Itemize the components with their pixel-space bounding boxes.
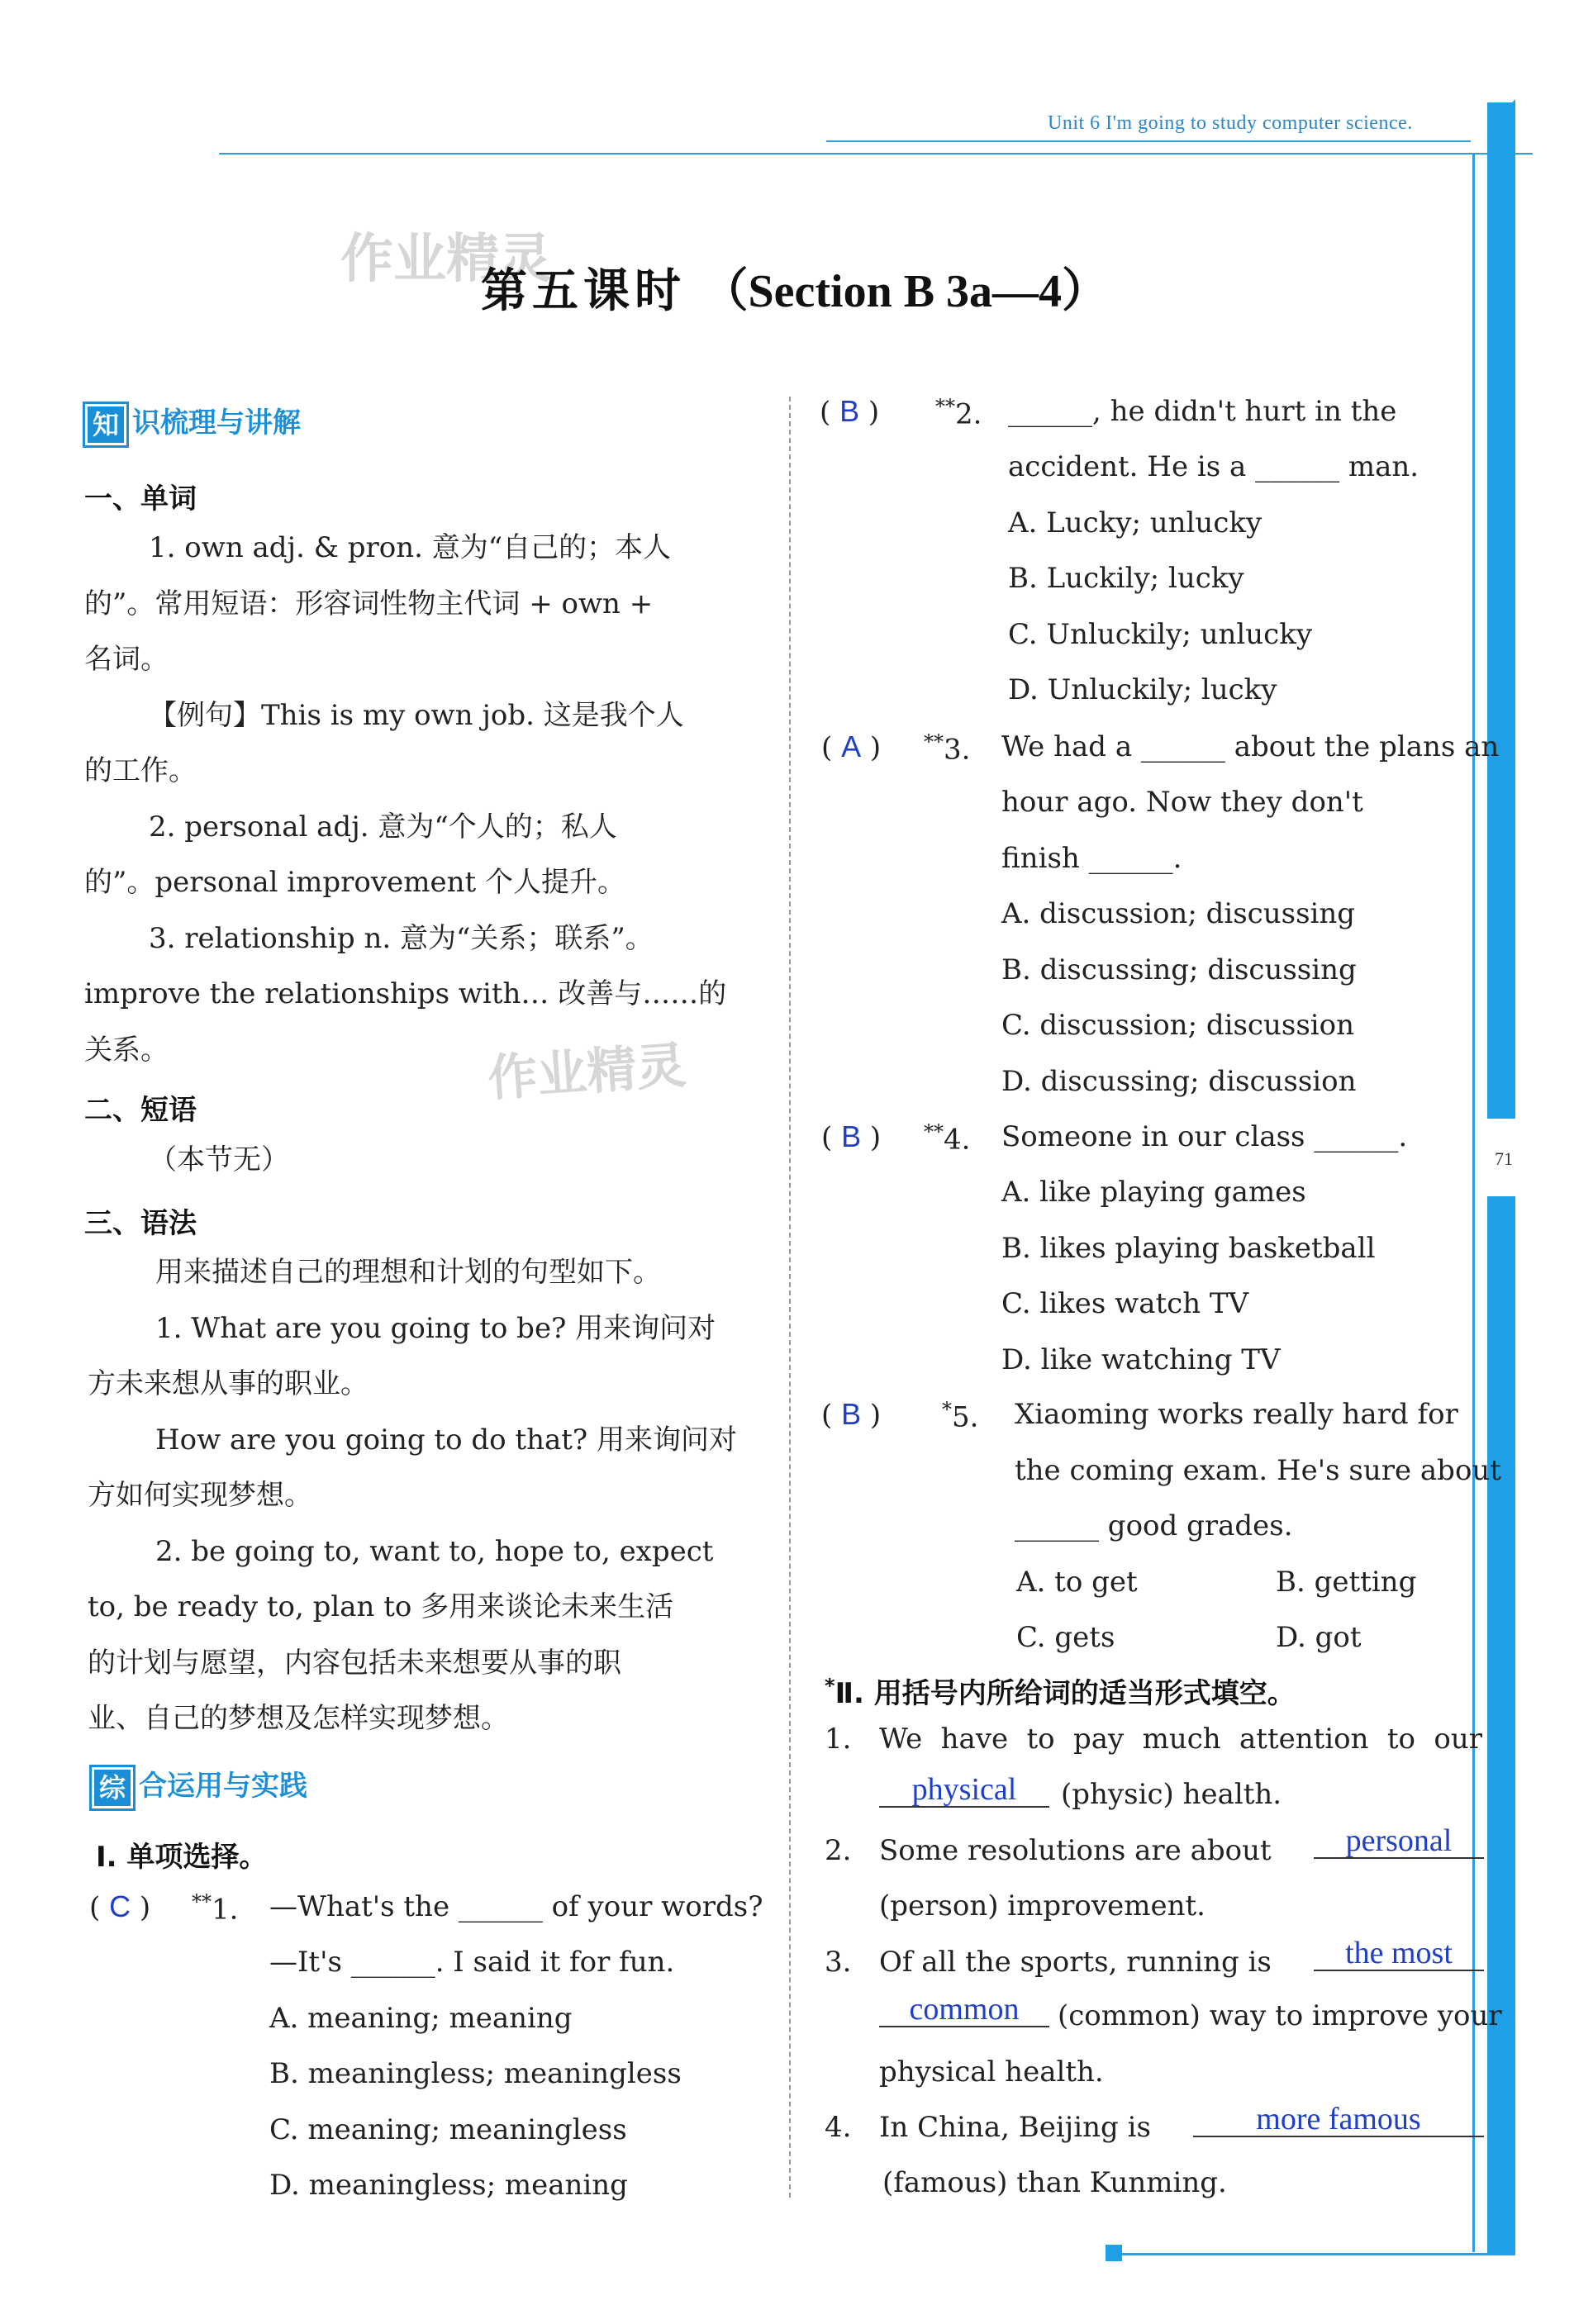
fill3-line3: physical health. — [879, 2055, 1104, 2089]
mc5-option-c: C. gets — [1016, 1621, 1115, 1654]
mc4-number: **4. — [924, 1120, 971, 1157]
mc1-stem-line2: —It's ______. I said it for fun. — [269, 1946, 675, 1979]
fill3-line2: (common) way to improve your — [1058, 1999, 1502, 2032]
fill4-line2: (famous) than Kunming. — [882, 2166, 1227, 2199]
word3-line3: 关系。 — [84, 1034, 169, 1067]
mc4-option-b: B. likes playing basketball — [1001, 1232, 1376, 1265]
fill4-answer: more famous — [1193, 2103, 1484, 2137]
fill3-answer1: the most — [1314, 1937, 1484, 1971]
grammar2-line1: 2. be going to, want to, hope to, expect — [155, 1535, 714, 1568]
mc4-answer-bracket: ( B ) — [821, 1119, 882, 1154]
grammar-heading: 三、语法 — [84, 1207, 197, 1240]
practice-heading-text: 合运用与实践 — [139, 1770, 307, 1803]
fill1-number: 1. — [825, 1723, 852, 1756]
lesson-label: 第五课时 — [481, 264, 686, 318]
mc5-stem-line1: Xiaoming works really hard for — [1015, 1398, 1458, 1431]
word2-line2: 的”。personal improvement 个人提升。 — [84, 866, 625, 899]
knowledge-heading-text: 识梳理与讲解 — [132, 406, 301, 440]
fill1-answer: physical — [879, 1773, 1049, 1808]
word1-line2: 的”。常用短语：形容词性物主代词 + own + — [84, 587, 654, 620]
mc4-stem-line1: Someone in our class ______. — [1001, 1120, 1408, 1153]
mc1-answer: C — [109, 1889, 131, 1923]
word2-line1: 2. personal adj. 意为“个人的；私人 — [149, 810, 617, 844]
word3-line1: 3. relationship n. 意为“关系；联系”。 — [149, 922, 654, 955]
mc1-stem-line1: —What's the ______ of your words? — [269, 1890, 763, 1923]
mc4-option-d: D. like watching TV — [1001, 1343, 1281, 1376]
fill3-answer2: common — [879, 1993, 1049, 2027]
fill1-answer-line — [879, 1773, 1049, 1808]
mc5-number: *5. — [942, 1398, 979, 1434]
mc1-number: **1. — [192, 1890, 239, 1927]
mc1-option-b: B. meaningless; meaningless — [269, 2057, 682, 2090]
fill1-after: (physic) health. — [1061, 1778, 1282, 1811]
practice-icon: 综 — [89, 1765, 136, 1811]
mc3-stem-line1: We had a ______ about the plans an — [1001, 730, 1500, 763]
mc2-answer-bracket: ( B ) — [820, 394, 880, 429]
mc3-number: **3. — [924, 730, 971, 767]
mc3-stem-line2: hour ago. Now they don't — [1001, 786, 1363, 819]
header-rule — [219, 153, 1533, 154]
mc5-answer-bracket: ( B ) — [821, 1397, 882, 1432]
grammar1-line4: 方如何实现梦想。 — [88, 1479, 312, 1512]
mc2-stem-line1: ______, he didn't hurt in the — [1008, 395, 1397, 428]
mc5-stem-line3: ______ good grades. — [1015, 1509, 1293, 1542]
fill3-stem: Of all the sports, running is — [879, 1946, 1272, 1979]
phrases-heading: 二、短语 — [84, 1094, 197, 1127]
mc2-number: **2. — [935, 395, 982, 431]
mc2-option-d: D. Unluckily; lucky — [1008, 673, 1277, 706]
grammar2-line4: 业、自己的梦想及怎样实现梦想。 — [88, 1702, 509, 1735]
mc3-option-a: A. discussion; discussing — [1001, 897, 1356, 930]
word1-example-line2: 的工作。 — [84, 754, 197, 787]
grammar1-line2: 方未来想从事的职业。 — [88, 1367, 369, 1400]
mc1-option-d: D. meaningless; meaning — [269, 2169, 628, 2202]
words-heading: 一、单词 — [84, 482, 197, 516]
practice-section-heading — [89, 1763, 307, 1811]
grammar1-line1: 1. What are you going to be? 用来询问对 — [155, 1312, 716, 1345]
mc1-option-c: C. meaning; meaningless — [269, 2113, 627, 2146]
fill4-answer-line — [1193, 2103, 1484, 2137]
mc1-answer-bracket: ( C ) — [89, 1889, 151, 1924]
fill3-number: 3. — [825, 1946, 852, 1979]
fill2-line2: (person) improvement. — [879, 1889, 1205, 1922]
mc5-stem-line2: the coming exam. He's sure about — [1015, 1454, 1501, 1487]
mc3-option-b: B. discussing; discussing — [1001, 953, 1357, 986]
mc5-option-a: A. to get — [1016, 1566, 1138, 1599]
grammar1-line3: How are you going to do that? 用来询问对 — [155, 1423, 737, 1457]
right-edge-bar-bottom — [1487, 1196, 1515, 2254]
mc5-option-b: B. getting — [1276, 1566, 1417, 1599]
mc4-option-a: A. like playing games — [1001, 1176, 1306, 1209]
fill2-number: 2. — [825, 1834, 852, 1867]
mc2-option-a: A. Lucky; unlucky — [1008, 506, 1263, 539]
phrases-none: （本节无） — [149, 1143, 289, 1176]
page-number: 71 — [1495, 1148, 1513, 1169]
grammar2-line3: 的计划与愿望，内容包括未来想要从事的职 — [88, 1647, 621, 1680]
fill1-stem: We have to pay much attention to our — [879, 1723, 1482, 1756]
mc3-stem-line3: finish ______. — [1001, 842, 1182, 875]
right-edge-bar-top — [1487, 102, 1515, 1119]
mc4-answer: B — [841, 1119, 862, 1153]
fill3-answer1-line — [1314, 1937, 1484, 1971]
fill2-answer-line — [1314, 1824, 1484, 1859]
mc5-option-d: D. got — [1276, 1621, 1362, 1654]
mc2-stem-line2: accident. He is a ______ man. — [1008, 450, 1419, 483]
mc3-answer-bracket: ( A ) — [821, 730, 882, 764]
section-label: （Section B 3a—4） — [701, 266, 1109, 317]
column-divider — [789, 397, 791, 2198]
watermark-top: 作业精灵 — [340, 229, 552, 290]
running-head: Unit 6 I'm going to study computer science. — [1048, 112, 1413, 134]
part2-heading: *Ⅱ. 用括号内所给词的适当形式填空。 — [825, 1674, 1296, 1710]
mc3-option-c: C. discussion; discussion — [1001, 1009, 1355, 1042]
word3-line2: improve the relationships with… 改善与……的 — [84, 977, 727, 1010]
grammar-intro: 用来描述自己的理想和计划的句型如下。 — [155, 1256, 661, 1289]
fill2-stem: Some resolutions are about — [879, 1834, 1272, 1867]
mc2-option-c: C. Unluckily; unlucky — [1008, 618, 1313, 651]
bottom-square — [1106, 2245, 1122, 2261]
knowledge-icon: 知 — [83, 402, 129, 448]
fill2-answer: personal — [1314, 1824, 1484, 1859]
part1-heading: Ⅰ. 单项选择。 — [96, 1841, 268, 1874]
mc1-option-a: A. meaning; meaning — [269, 2002, 573, 2035]
fill4-number: 4. — [825, 2111, 852, 2144]
word1-line3: 名词。 — [84, 643, 169, 676]
page-title — [481, 254, 1108, 321]
mc5-answer: B — [841, 1397, 862, 1431]
word1-example-line1: 【例句】This is my own job. 这是我个人 — [149, 699, 684, 732]
word1-line1: 1. own adj. & pron. 意为“自己的；本人 — [149, 531, 672, 564]
watermark-middle: 作业精灵 — [486, 1036, 688, 1109]
mc3-option-d: D. discussing; discussion — [1001, 1065, 1357, 1098]
header-rule-upper — [826, 140, 1471, 142]
fill4-stem: In China, Beijing is — [879, 2111, 1151, 2144]
grammar2-line2: to, be ready to, plan to 多用来谈论未来生活 — [88, 1590, 674, 1623]
fill3-answer2-line — [879, 1993, 1049, 2027]
bottom-rule — [1110, 2253, 1515, 2255]
mc2-answer: B — [839, 394, 860, 428]
mc4-option-c: C. likes watch TV — [1001, 1287, 1249, 1320]
mc3-answer: A — [841, 730, 862, 763]
knowledge-section-heading — [83, 400, 301, 448]
mc2-option-b: B. Luckily; lucky — [1008, 562, 1244, 595]
